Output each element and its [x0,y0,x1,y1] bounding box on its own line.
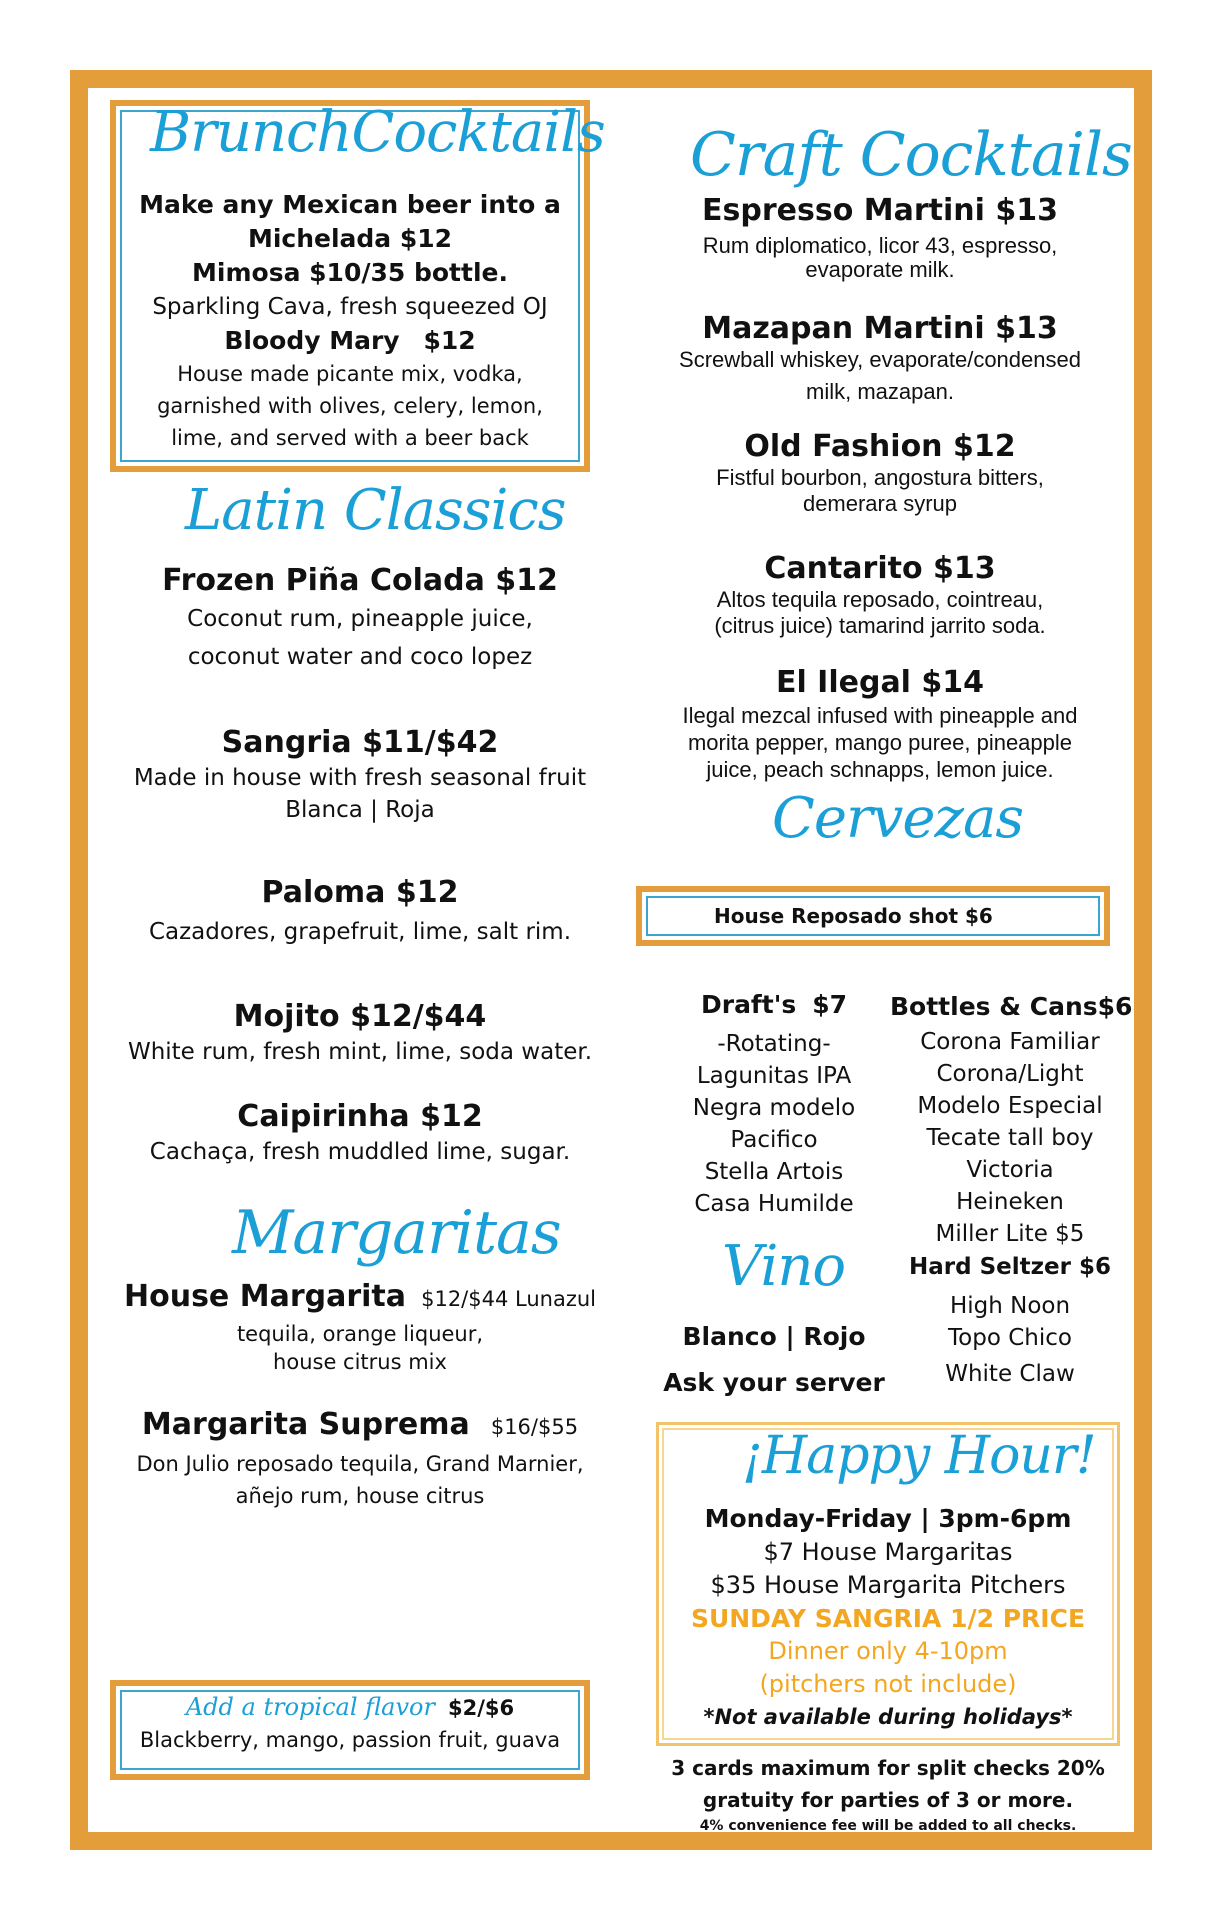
craft-item-title: El Ilegal $14 [775,665,985,700]
cervezas-heading: Cervezas [772,786,1024,851]
bottle-item: Heineken [956,1189,1064,1215]
latin-item-title: Mojito $12/$44 [233,999,487,1034]
craft-item-desc: milk, mazapan. [806,379,954,404]
craft-item-mazapan [640,310,1120,404]
seltzer-item: Topo Chico [948,1325,1072,1351]
footer-notes [646,1752,1130,1836]
pitchers-note: (pitchers not include) [759,1670,1017,1698]
craft-item-espresso [640,192,1120,282]
craft-item-desc: Fistful bourbon, angostura bitters, [716,465,1044,490]
craft-item-title: Cantarito $13 [764,551,996,586]
gratuity-note: gratuity for parties of 3 or more. [702,1788,1074,1812]
house-margarita-title: House Margarita [124,1279,406,1314]
craft-item-el-ilegal [640,664,1120,783]
house-margarita-desc: house citrus mix [273,1350,447,1374]
latin-item-desc: coconut water and coco lopez [187,644,533,670]
craft-item-title: Espresso Martini $13 [702,193,1058,228]
latin-item-sangria [110,724,610,826]
craft-item-desc: demerara syrup [802,491,958,516]
latin-item-desc: Coconut rum, pineapple juice, [187,606,533,632]
suprema-title: Margarita Suprema [141,1407,470,1442]
craft-item-desc: morita pepper, mango puree, pineapple [687,730,1073,755]
bloody-desc-2: garnished with olives, celery, lemon, [157,394,543,418]
latin-item-title: Caipirinha $12 [237,1099,483,1134]
bottles-title: Bottles & Cans$6 [890,992,1133,1021]
latin-item-desc: Blanca | Roja [285,797,435,823]
drafts-column [664,986,884,1220]
latin-item-title: Sangria $11/$42 [221,725,499,760]
bottle-item: Corona Familiar [920,1029,1100,1055]
margarita-suprema [110,1406,610,1512]
holidays-note: *Not available during holidays* [703,1705,1073,1729]
bottle-item: Miller Lite $5 [935,1221,1085,1247]
drafts-title: Draft's [700,990,797,1019]
suprema-desc: añejo rum, house citrus [235,1484,485,1508]
happy-hour-heading: ¡Happy Hour! [742,1426,1096,1486]
bloody-desc-3: lime, and served with a beer back [171,426,529,450]
craft-item-title: Mazapan Martini $13 [702,311,1058,346]
reposado-shot-text: House Reposado shot $6 [714,904,993,928]
draft-item: Negra modelo [692,1095,856,1121]
seltzer-title: Hard Seltzer $6 [909,1254,1111,1280]
latin-item-paloma [110,874,610,948]
craft-item-desc: juice, peach schnapps, lemon juice. [706,757,1054,782]
draft-item: Casa Humilde [694,1191,854,1217]
craft-item-title: Old Fashion $12 [744,429,1016,464]
craft-item-desc: (citrus juice) tamarind jarrito soda. [714,613,1046,638]
craft-item-desc: Ilegal mezcal infused with pineapple and [682,703,1078,728]
mimosa-title: Mimosa $10/35 bottle. [192,258,508,287]
happy-hour-deal: $7 House Margaritas [763,1538,1013,1566]
suprema-price: $16/$55 [490,1415,579,1439]
latin-item-caipirinha [110,1098,610,1168]
convenience-fee-note: 4% convenience fee will be added to all checks. [699,1818,1077,1834]
bottle-item: Victoria [966,1157,1054,1183]
craft-item-desc: evaporate milk. [805,257,955,282]
tropical-flavors: Blackberry, mango, passion fruit, guava [139,1728,561,1752]
bloody-desc-1: House made picante mix, vodka, [177,362,523,386]
draft-item: Stella Artois [704,1159,844,1185]
brunch-heading: BrunchCocktails [150,100,605,165]
happy-hour-days: Monday-Friday | 3pm-6pm [704,1504,1072,1533]
tropical-flavor-content [116,1692,584,1755]
craft-item-desc: Screwball whiskey, evaporate/condensed [679,347,1081,372]
craft-item-desc: Altos tequila reposado, cointreau, [716,587,1044,612]
happy-hour-content [660,1502,1116,1733]
craft-item-old-fashion [640,428,1120,516]
latin-item-pina-colada [110,562,610,676]
house-margarita-desc: tequila, orange liqueur, [236,1322,484,1346]
dinner-only: Dinner only 4-10pm [768,1637,1008,1665]
draft-item: Pacifico [730,1127,818,1153]
latin-item-title: Paloma $12 [261,875,459,910]
bottle-item: Corona/Light [936,1061,1084,1087]
bottles-column [890,988,1133,1390]
tropical-label: Add a tropical flavor [185,1693,435,1721]
mimosa-desc: Sparkling Cava, fresh squeezed OJ [152,294,548,320]
bloody-mary-price: $12 [423,326,476,355]
drafts-price: $7 [812,990,847,1019]
brunch-content [120,188,580,454]
tropical-price: $2/$6 [448,1696,515,1720]
split-check-note: 3 cards maximum for split checks 20% [671,1756,1105,1780]
vino-heading: Vino [722,1234,846,1299]
house-margarita [110,1278,610,1376]
latin-classics-heading: Latin Classics [185,478,566,543]
house-margarita-price: $12/$44 Lunazul [421,1287,596,1311]
latin-item-desc: Cazadores, grapefruit, lime, salt rim. [148,919,572,945]
seltzer-item: White Claw [945,1361,1075,1387]
michelada-line1: Make any Mexican beer into a [139,190,561,219]
sunday-sangria: SUNDAY SANGRIA 1/2 PRICE [690,1604,1086,1633]
happy-hour-deal: $35 House Margarita Pitchers [710,1571,1066,1599]
michelada-line2: Michelada $12 [247,224,453,253]
draft-item: Lagunitas IPA [696,1063,852,1089]
latin-item-desc: Made in house with fresh seasonal fruit [133,765,587,791]
craft-item-cantarito [640,550,1120,638]
latin-item-title: Frozen Piña Colada $12 [162,563,558,598]
suprema-desc: Don Julio reposado tequila, Grand Marnier, [136,1452,584,1476]
craft-item-desc: Rum diplomatico, licor 43, espresso, [702,233,1058,258]
draft-item: -Rotating- [717,1031,831,1057]
latin-item-desc: Cachaça, fresh muddled lime, sugar. [149,1139,571,1165]
bloody-mary-title: Bloody Mary [224,326,400,355]
vino-ask: Ask your server [663,1368,885,1397]
margaritas-heading: Margaritas [232,1198,561,1268]
bottle-item: Modelo Especial [917,1093,1103,1119]
bottle-item: Tecate tall boy [926,1125,1094,1151]
craft-cocktails-heading: Craft Cocktails [690,120,1132,190]
latin-item-desc: White rum, fresh mint, lime, soda water. [127,1039,593,1065]
latin-item-mojito [110,998,610,1068]
vino-types: Blanco | Rojo [682,1322,866,1351]
seltzer-item: High Noon [949,1293,1071,1319]
